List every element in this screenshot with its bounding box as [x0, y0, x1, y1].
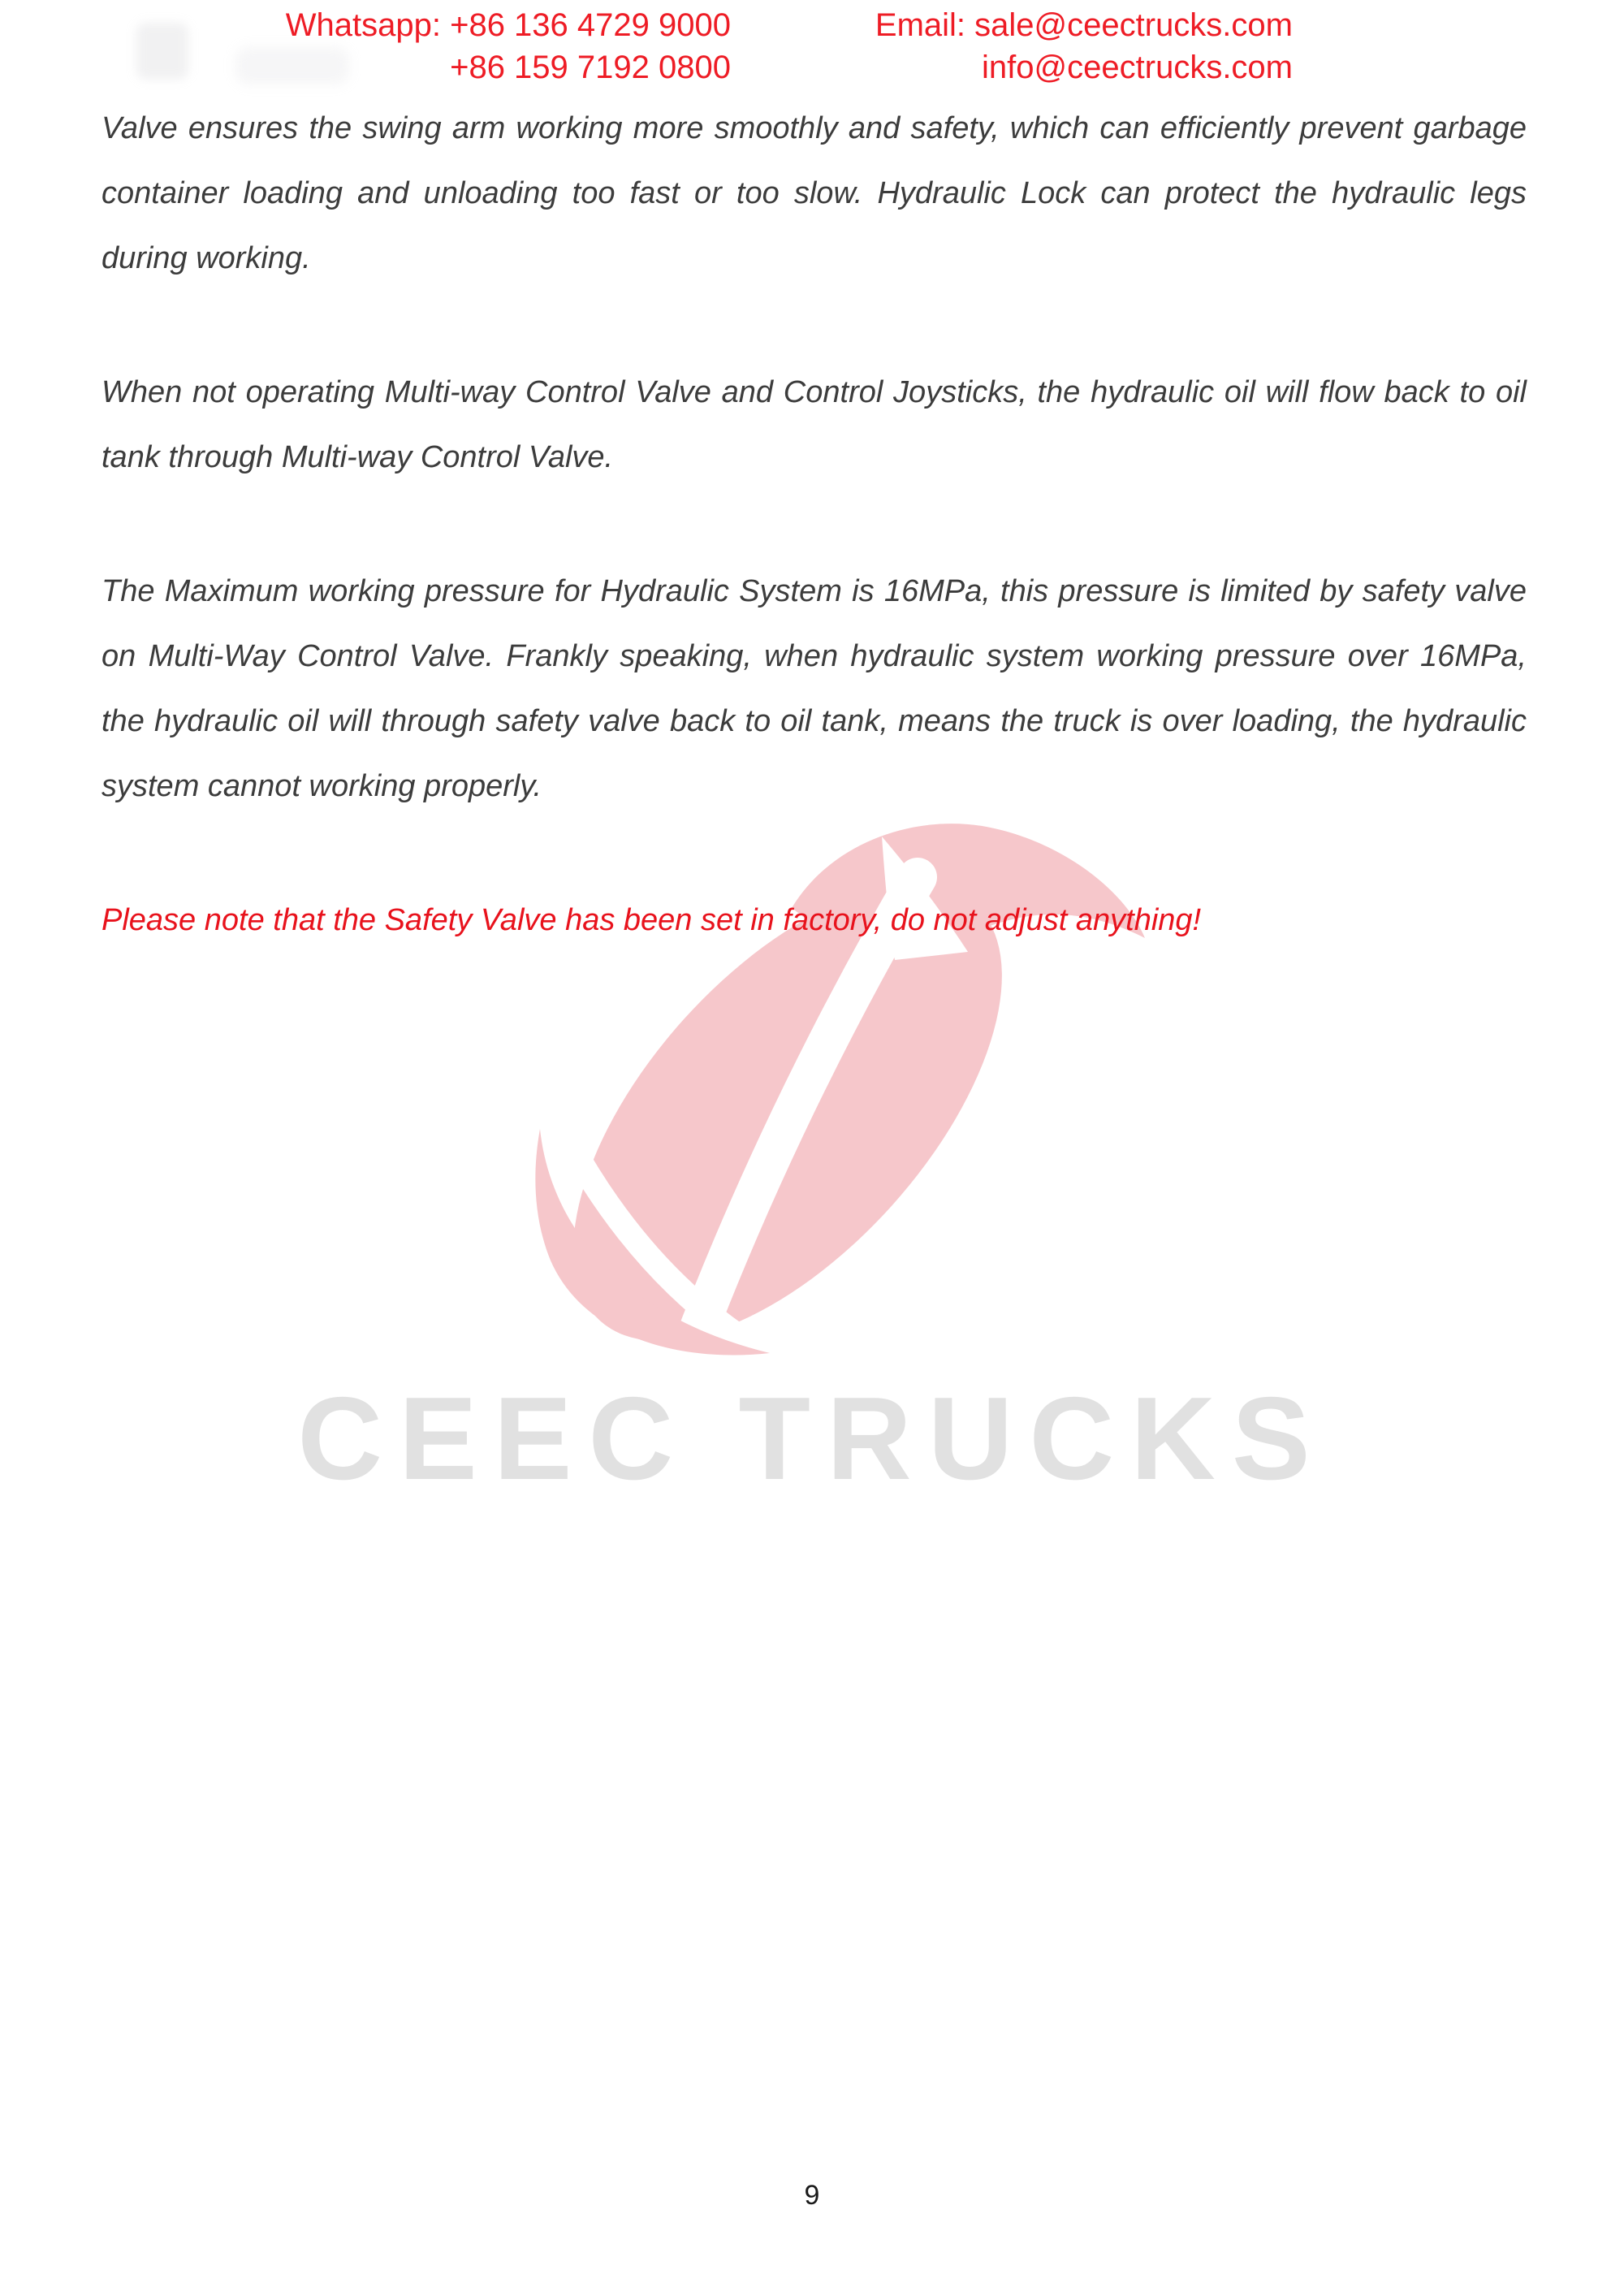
paragraph-max-pressure: The Maximum working pressure for Hydraulic System is 16MPa, this pressure is limited by safety valve on Multi-Way Control Valve. Frankly speaking, when hydraulic system working pressure over 16MPa, the hydraulic oil will through safety valve back to oil tank, means the truck is over loading, the hydraulic system cannot working properly.	[102, 574, 1527, 803]
header-email-contact	[875, 4, 1293, 89]
page-number: 9	[804, 2180, 820, 2211]
whatsapp-number-line2: +86 159 7192 0800	[450, 50, 731, 85]
ceec-trucks-watermark-text: CEEC TRUCKS	[297, 1373, 1327, 1504]
document-body	[102, 96, 1527, 1022]
paragraph-oil-return: When not operating Multi-way Control Valve and Control Joysticks, the hydraulic oil will flow back to oil tank through Multi-way Control Valve.	[102, 375, 1527, 474]
whatsapp-number-line1: Whatsapp: +86 136 4729 9000	[285, 7, 731, 43]
email-address-line1: Email: sale@ceectrucks.com	[875, 7, 1293, 43]
header-whatsapp-contact	[286, 4, 731, 89]
safety-valve-warning-note: Please note that the Safety Valve has been set in factory, do not adjust anything!	[102, 903, 1202, 937]
email-address-line2: info@ceectrucks.com	[982, 50, 1293, 85]
paragraph-swing-arm-valve: Valve ensures the swing arm working more smoothly and safety, which can efficiently prevent garbage container loading and unloading too fast or too slow. Hydraulic Lock can protect the hydraulic legs during working.	[102, 111, 1527, 275]
scan-smudge-artifact	[136, 23, 188, 80]
